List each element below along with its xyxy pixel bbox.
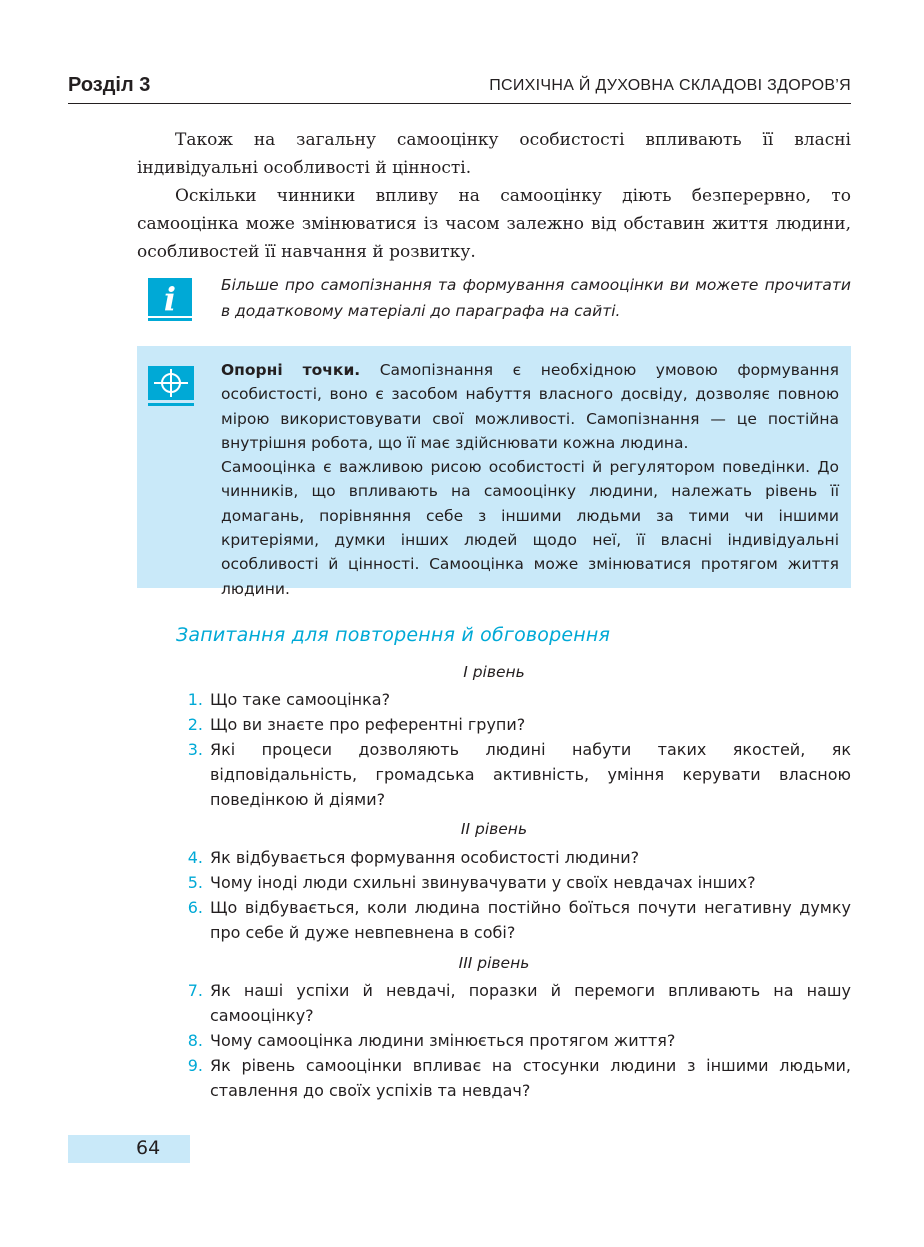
questions-heading: Запитання для повторення й обговорення xyxy=(176,624,611,646)
info-text: Більше про самопізнання та формування самооцінки ви можете прочитати в додатковому матеріалі до параграфа на сайті. xyxy=(221,276,851,320)
key-points-box xyxy=(137,346,851,598)
key-points-text xyxy=(221,358,839,601)
page-number: 64 xyxy=(136,1137,161,1159)
intro-paragraph-2: Оскільки чинники впливу на самооцінку діють безперервно, то самооцінка може змінюватися із часом залежно від обставин життя людини, особливостей її навчання й розвитку. xyxy=(137,186,851,262)
section-label: Розділ 3 xyxy=(68,74,151,96)
page-header xyxy=(68,72,851,102)
level-2-label: ІІ рівень xyxy=(460,820,528,838)
header-rule xyxy=(68,103,851,104)
intro-text xyxy=(137,126,851,266)
level-1-label: І рівень xyxy=(463,663,525,681)
key-points-heading: Опорні точки. xyxy=(221,361,361,379)
key-points-paragraph-1: Опорні точки. Самопізнання є необхідною умовою формування особистості, воно є засобом набуття власного досвіду, дозволяє повною мірою використовувати свої можливості. Самопізнання — це постійна внутрішня робота, що її має здійснювати кожна людина. xyxy=(221,361,839,452)
level-3-label: ІІІ рівень xyxy=(458,954,530,972)
intro-paragraph-1: Також на загальну самооцінку особистості впливають її власні індивідуальні особливості й цінності. xyxy=(137,130,851,178)
chapter-topic: ПСИХІЧНА Й ДУХОВНА СКЛАДОВІ ЗДОРОВ’Я xyxy=(489,77,851,94)
svg-text:i: i xyxy=(163,280,177,318)
key-points-paragraph-2: Самооцінка є важливою рисою особистості й регулятором поведінки. До чинників, що впливають на самооцінку людини, належать рівень її домагань, порівняння себе з іншими людьми за тими чи іншими критеріями, думки інших людей щодо неї, її власні індивідуальні особливості й цінності. Самооцінка може змінюватися протягом життя людини. xyxy=(221,458,839,598)
page-number-tab xyxy=(68,1135,190,1163)
info-icon xyxy=(148,278,192,322)
info-note xyxy=(137,270,851,330)
target-icon xyxy=(148,366,194,408)
